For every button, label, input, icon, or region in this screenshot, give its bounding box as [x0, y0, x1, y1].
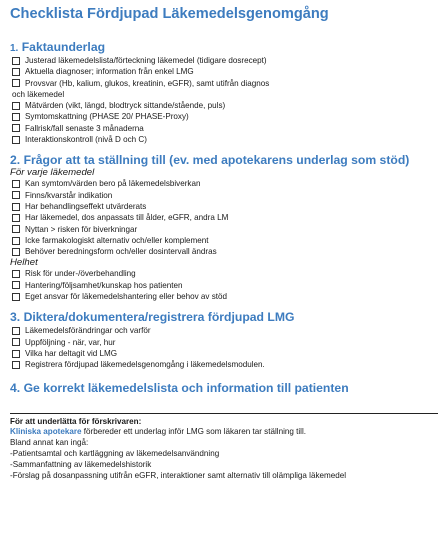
checklist-item [10, 337, 438, 348]
checklist-item-label: Justerad läkemedelslista/förteckning läkemedel (tidigare dosrecept) [25, 56, 267, 65]
info-line: -Patientsamtal och kartläggning av läkemedelsanvändning [10, 448, 220, 458]
checkbox[interactable] [12, 225, 20, 233]
checklist-item-label: Har behandlingseffekt utvärderats [25, 201, 147, 211]
section-title: Faktaunderlag [21, 40, 106, 54]
checklist-item [10, 178, 438, 189]
prescriber-info-heading: För att underlätta för förskrivaren: [10, 416, 142, 426]
section-2-checklist-each-drug [10, 178, 438, 257]
prescriber-info [10, 417, 438, 482]
section-number: 2. [10, 153, 21, 168]
checklist-item [10, 55, 438, 66]
checklist-item [10, 291, 438, 302]
checklist-item-label: Fallrisk/fall senaste 3 månaderna [25, 123, 144, 133]
checklist-item [10, 190, 438, 201]
checklist-item-label: Icke farmakologiskt alternativ och/eller komplement [25, 235, 209, 245]
section-title: Ge korrekt läkemedelslista och information till patienten [23, 380, 349, 395]
checkbox[interactable] [12, 136, 20, 144]
checklist-item [10, 224, 438, 235]
subheading-overall: Helhet [10, 257, 38, 269]
checkbox[interactable] [12, 68, 20, 76]
section-1-heading [10, 40, 438, 54]
checkbox[interactable] [12, 248, 20, 256]
checkbox[interactable] [12, 281, 20, 289]
divider [10, 413, 438, 414]
checkbox[interactable] [12, 214, 20, 222]
section-1-checklist-continued [10, 100, 438, 145]
section-1-checklist [10, 55, 438, 89]
checkbox[interactable] [12, 237, 20, 245]
checklist-item [10, 134, 438, 145]
checklist-item [10, 268, 438, 279]
info-line: -Förslag på dosanpassning utifrån eGFR, interaktioner samt alternativ till olämpliga läkemedel [10, 470, 347, 480]
section-title: Frågor att ta ställning till (ev. med apotekarens underlag som stöd) [23, 153, 410, 168]
checkbox[interactable] [12, 327, 20, 335]
checklist-item [10, 246, 438, 257]
pharmacist-label: Kliniska apotekare [10, 427, 82, 437]
checkbox[interactable] [12, 361, 20, 369]
checklist-item [10, 100, 438, 111]
section-2-checklist-overall [10, 268, 438, 302]
checklist-item [10, 78, 438, 89]
checkbox[interactable] [12, 57, 20, 65]
checklist-item [10, 201, 438, 212]
checklist-item-label: Eget ansvar för läkemedelshantering eller behov av stöd [25, 292, 228, 302]
checkbox[interactable] [12, 293, 20, 301]
checklist-item-label: Läkemedelsförändringar och varför [25, 326, 151, 336]
section-3-heading [10, 310, 438, 324]
document-title: Checklista Fördjupad Läkemedelsgenomgång [10, 6, 329, 22]
checklist-item-label: Registrera fördjupad läkemedelsgenomgång i läkemedelsmodulen. [25, 360, 265, 370]
checklist-item-label: Nyttan > risken för biverkningar [25, 224, 138, 234]
checklist-item-label: Risk för under-/överbehandling [25, 269, 136, 279]
checklist-item-label: Kan symtom/värden bero på läkemedelsbiverkan [25, 179, 201, 189]
checklist-item-label: Interaktionskontroll (nivå D och C) [25, 135, 147, 145]
subheading-each-drug: För varje läkemedel [10, 167, 95, 179]
section-title: Diktera/dokumentera/registrera fördjupad LMG [23, 310, 295, 325]
section-3-checklist [10, 325, 438, 370]
checklist-item-label: Har läkemedel, dos anpassats till ålder, eGFR, andra LM [25, 213, 229, 223]
checklist-item-continuation: och läkemedel [12, 89, 65, 99]
pharmacist-text: förbereder ett underlag inför LMG som läkaren tar ställning till. [81, 427, 307, 437]
checklist-item [10, 212, 438, 223]
checklist-item-label: Aktuella diagnoser; information från enkel LMG [25, 67, 194, 77]
checklist-item [10, 348, 438, 359]
checklist-item [10, 123, 438, 134]
checkbox[interactable] [12, 338, 20, 346]
section-4-heading [10, 381, 438, 395]
checkbox[interactable] [12, 113, 20, 121]
checklist-item [10, 280, 438, 291]
info-line: Bland annat kan ingå: [10, 438, 89, 448]
checklist-item-label: Uppföljning - när, var, hur [25, 337, 116, 347]
checklist-item-label: Mätvärden (vikt, längd, blodtryck sittande/stående, puls) [25, 101, 226, 111]
pharmacist-line [10, 427, 438, 438]
checklist-item [10, 235, 438, 246]
checklist-item [10, 111, 438, 122]
info-line: -Sammanfattning av läkemedelshistorik [10, 459, 152, 469]
checklist-item [10, 359, 438, 370]
checklist-item-label: Vilka har deltagit vid LMG [25, 348, 118, 358]
checklist-item-label: Finns/kvarstår indikation [25, 190, 113, 200]
section-number: 4. [10, 380, 21, 395]
checkbox[interactable] [12, 350, 20, 358]
checkbox[interactable] [12, 270, 20, 278]
checkbox[interactable] [12, 191, 20, 199]
checkbox[interactable] [12, 180, 20, 188]
checklist-item-label: Hantering/följsamhet/kunskap hos patienten [25, 280, 183, 290]
checkbox[interactable] [12, 79, 20, 87]
section-number: 1. [10, 43, 19, 54]
checklist-item-label: Provsvar (Hb, kalium, glukos, kreatinin, eGFR), samt utifrån diagnos [25, 78, 270, 88]
checklist-item [10, 325, 438, 336]
checklist-item-label: Behöver beredningsform och/eller dosintervall ändras [25, 247, 217, 257]
checkbox[interactable] [12, 102, 20, 110]
section-number: 3. [10, 310, 21, 325]
checkbox[interactable] [12, 124, 20, 132]
section-2-heading [10, 153, 438, 167]
checklist-item-label: Symtomskattning (PHASE 20/ PHASE-Proxy) [25, 112, 189, 122]
checkbox[interactable] [12, 203, 20, 211]
checklist-item [10, 66, 438, 77]
